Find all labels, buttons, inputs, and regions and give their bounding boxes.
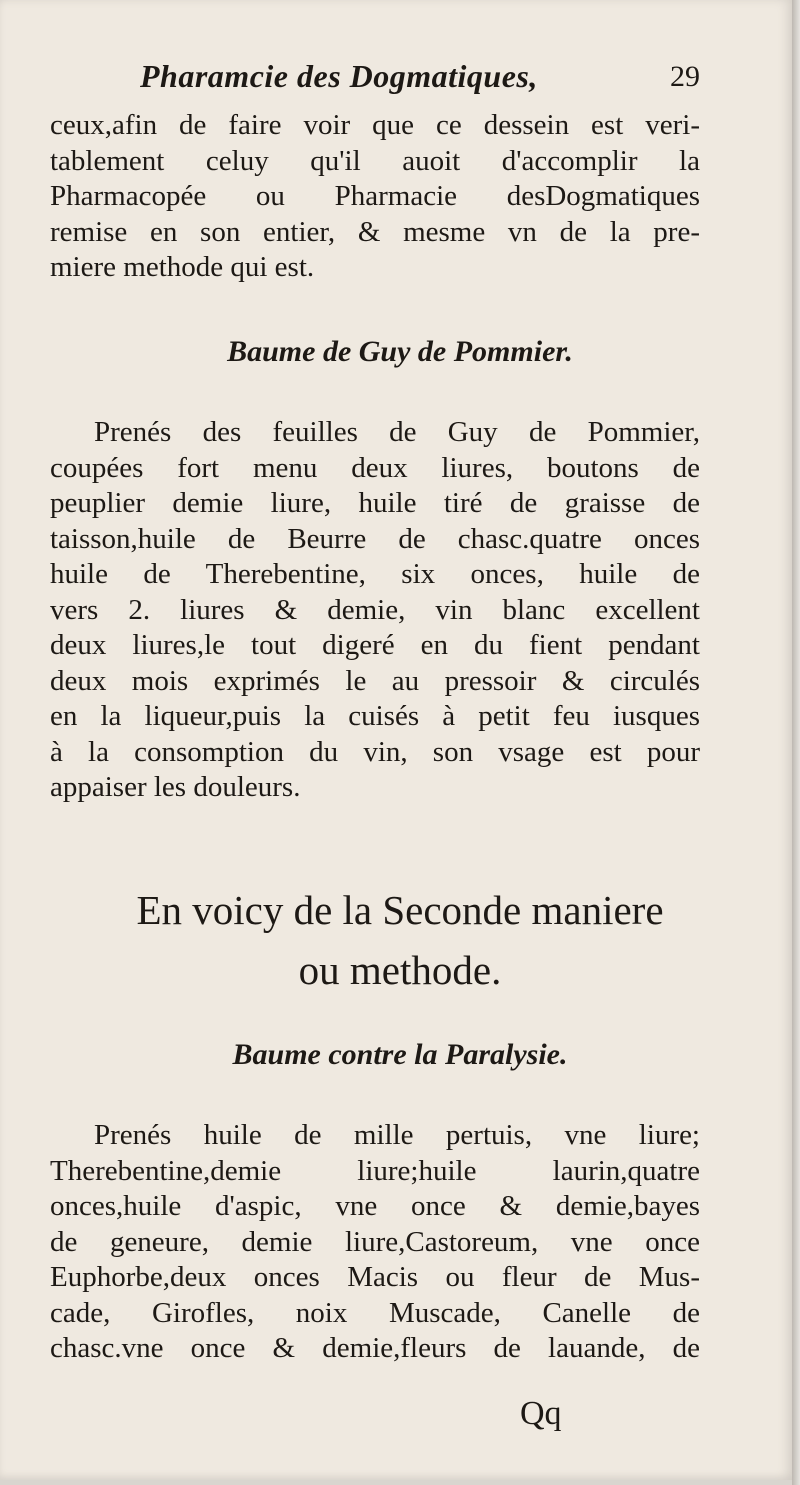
text-line: miere methode qui est. [50, 251, 315, 283]
text-line: cade, Girofles, noix Muscade, Canelle de [50, 1296, 700, 1329]
text-line: Euphorbe,deux onces Macis ou fleur de Mus- [50, 1261, 700, 1293]
text-line: à la consomption du vin, son vsage est pour [50, 735, 700, 768]
text-line: huile de Therebentine, six onces, huile de [50, 558, 700, 590]
text-line: taisson,huile de Beurre de chasc.quatre onces [50, 522, 700, 555]
page-number: 29 [670, 60, 700, 93]
text-line: vers 2. liures & demie, vin blanc excellent [50, 593, 700, 626]
recipe-title-baume-guy: Baume de Guy de Pommier. [227, 335, 573, 368]
text-line: Prenés des feuilles de Guy de Pommier, [94, 416, 700, 448]
text-line: coupées fort menu deux liures, boutons de [50, 451, 700, 484]
text-line: peuplier demie liure, huile tiré de graisse de [50, 487, 700, 519]
text-line: deux mois exprimés le au pressoir & circulés [50, 664, 700, 697]
intro-paragraph [50, 108, 700, 286]
text-line: chasc.vne once & demie,fleurs de lauande, de [50, 1332, 700, 1364]
text-line: remise en son entier, & mesme vn de la pre- [50, 215, 700, 248]
running-header [140, 58, 700, 102]
signature-mark: Qq [520, 1395, 562, 1432]
running-title: Pharamcie des Dogmatiques, [140, 58, 538, 94]
section-title-line-1: En voicy de la Seconde maniere [136, 887, 664, 933]
text-line: onces,huile d'aspic, vne once & demie,bayes [50, 1190, 700, 1222]
text-line: de geneure, demie liure,Castoreum, vne once [50, 1225, 700, 1258]
page-edge-shadow [792, 0, 800, 1485]
recipe-paragraph-baume-paralysie [50, 1118, 700, 1367]
text-line: deux liures,le tout digeré en du fient pendant [50, 629, 700, 661]
text-line: tablement celuy qu'il auoit d'accomplir la [50, 144, 700, 177]
text-line: Prenés huile de mille pertuis, vne liure; [94, 1119, 700, 1151]
text-line: ceux,afin de faire voir que ce dessein est veri- [50, 109, 700, 141]
text-line: appaiser les douleurs. [50, 771, 301, 803]
text-line: Pharmacopée ou Pharmacie desDogmatiques [50, 180, 700, 212]
text-line: Therebentine,demie liure;huile laurin,quatre [50, 1154, 700, 1187]
text-line: en la liqueur,puis la cuisés à petit feu iusques [50, 700, 700, 732]
section-title-line-2: ou methode. [298, 947, 502, 993]
recipe-title-baume-paralysie: Baume contre la Paralysie. [232, 1038, 568, 1071]
recipe-paragraph-baume-guy [50, 415, 700, 806]
